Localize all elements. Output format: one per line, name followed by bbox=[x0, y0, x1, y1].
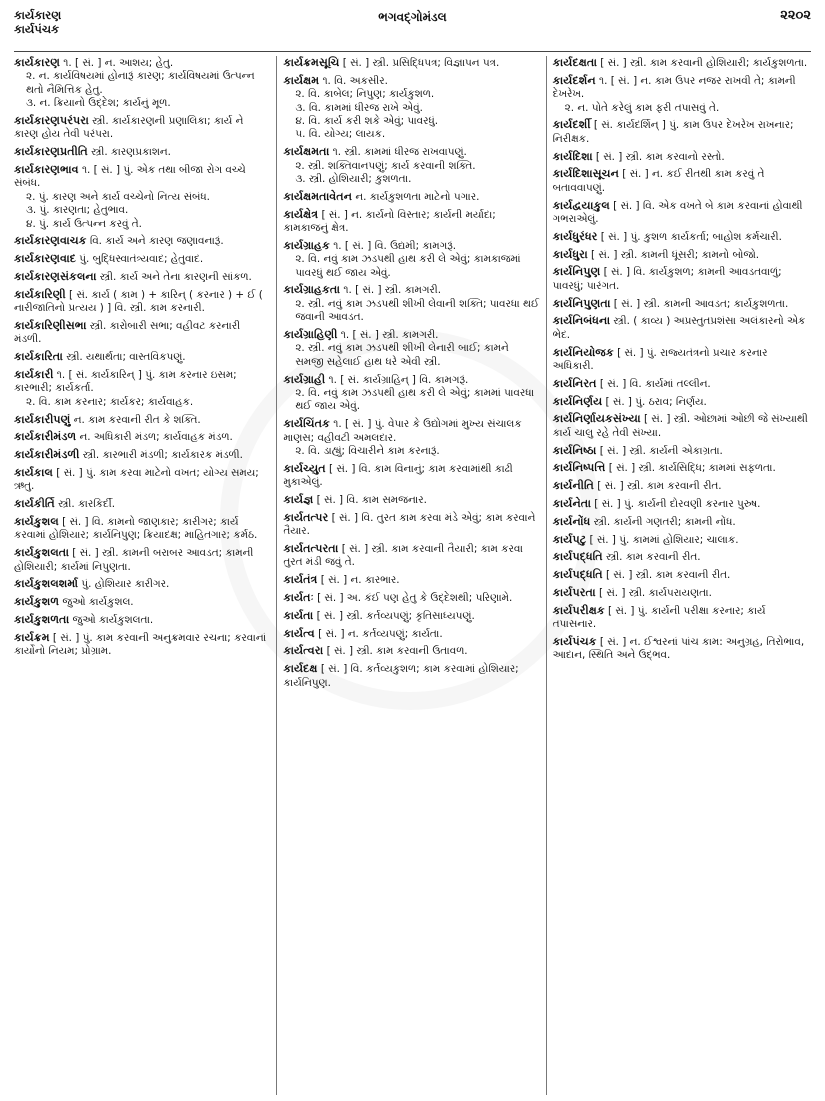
entry-definition: ૧. [ સં. કાર્યગ્રાહિન્ ] વિ. કામગરૂં. bbox=[325, 373, 469, 386]
entry-definition: [ સં. કાર્ય ( કામ ) + કારિન્ ( કરનાર ) + ઈ ( નારીજાતિનો પ્રત્યય ) ] વિ. સ્ત્રી. કામ કરનારી. bbox=[14, 288, 263, 315]
entry-definition: પું. બુદ્ધિસ્વાતંત્ર્યવાદ; હેતુવાદ. bbox=[75, 253, 204, 266]
entry-headword: કાર્યગ્રાહકતા bbox=[283, 283, 341, 297]
dictionary-entry bbox=[553, 150, 809, 164]
dictionary-entry bbox=[553, 635, 809, 663]
entry-headword: કાર્યદ્વયાકુલ bbox=[552, 198, 610, 212]
entry-definition: ૧. [ સં. ] સ્ત્રી. કામગરી. bbox=[337, 329, 439, 342]
entry-sense: ૨. પું. કારણ અને કાર્ય વચ્ચેનો નિત્ય સંબંધ. bbox=[26, 190, 210, 203]
entry-definition: ૧. [ સં. ] ન. આશય; હેતુ. bbox=[59, 57, 174, 69]
dictionary-entry bbox=[553, 56, 809, 70]
entry-definition: [ સં. ] અ. કંઈ પણ હેતુ કે ઉદ્દેશથી; પરિણામે. bbox=[313, 592, 513, 605]
dictionary-entry bbox=[283, 56, 539, 70]
dictionary-entry bbox=[283, 511, 539, 539]
entry-definition: ૧. [ સં. ] પું. એક તથા બીજા રોગ વચ્ચે સંબંધ. bbox=[14, 164, 246, 190]
entry-definition: ૧. [ સં. કાર્યકારિન્ ] પું. કામ કરનાર ઇસમ; કારભારી; કાર્યકર્તા. bbox=[14, 369, 237, 395]
entry-headword: કાર્યનિરત bbox=[552, 376, 597, 390]
entry-headword: કાર્યતત્પર bbox=[283, 510, 329, 524]
dictionary-entry bbox=[553, 461, 809, 475]
entry-headword: કાર્યધુરા bbox=[552, 247, 588, 261]
entry-headword: કાર્યનિયોજક bbox=[552, 345, 614, 359]
dictionary-entry bbox=[553, 568, 809, 582]
entry-headword: કાર્યકારણપરંપરા bbox=[14, 114, 89, 128]
entry-headword: કાર્યગ્રાહી bbox=[283, 372, 326, 386]
dictionary-entry bbox=[14, 368, 270, 409]
entry-sense: ૨. સ્ત્રી. નવું કામ ઝડપથી શીખી લેવાની શક્તિ; પાવરધા થઈ જવાની આવડત. bbox=[295, 297, 539, 324]
dictionary-entry bbox=[14, 631, 270, 659]
dictionary-entry bbox=[283, 493, 539, 507]
dictionary-entry bbox=[14, 413, 270, 427]
entry-definition: [ સં. ] વિ. કાર્યમાં તલ્લીન. bbox=[596, 377, 711, 390]
page-header bbox=[14, 8, 811, 36]
entry-headword: કાર્યકારિતા bbox=[14, 350, 63, 364]
column-1 bbox=[14, 56, 276, 1095]
entry-definition: [ સં. ] સ્ત્રી. કાર્યપરાયણતા. bbox=[595, 586, 712, 599]
entry-definition: [ સં. ] ન. કારભાર. bbox=[317, 574, 400, 587]
entry-headword: કાર્યકુશલતા bbox=[14, 546, 69, 560]
dictionary-entry bbox=[14, 234, 270, 248]
entry-definition: [ સં. ] પું. કાર્યની દોરવણી કરનાર પુરુષ. bbox=[590, 498, 761, 510]
entry-definition: [ સં. ] સ્ત્રી. કર્તવ્યપણું; કૃતિસાધ્યપણું. bbox=[313, 609, 475, 622]
dictionary-entry bbox=[553, 550, 809, 564]
dictionary-entry bbox=[283, 462, 539, 490]
dictionary-entry bbox=[14, 515, 270, 543]
column-2 bbox=[276, 56, 545, 1095]
dictionary-entry bbox=[553, 230, 809, 244]
dictionary-entry bbox=[283, 644, 539, 658]
entry-headword: કાર્યક્ષમતા bbox=[283, 145, 330, 159]
entry-definition: [ સં. ] ન. કર્તવ્યપણું; કાર્યતા. bbox=[314, 627, 443, 640]
dictionary-entry bbox=[14, 56, 270, 111]
entry-sense: ૨. વિ. કામ કરનાર; કાર્યકર; કાર્યવાહક. bbox=[26, 395, 194, 408]
entry-definition: [ સં. ] સ્ત્રી. કામ કરવાની તૈયારી; કામ કરવા તુરત મંડી જવું તે. bbox=[283, 543, 523, 569]
entry-headword: કાર્યદર્શી bbox=[552, 118, 591, 132]
entry-sense: ૨. વિ. નવું કામ ઝડપથી હાથ કરી લે એવું; કામમાં પાવરધા થઈ જાય એવું. bbox=[295, 387, 535, 413]
entry-definition: સ્ત્રી. કારભારી મંડળી; કાર્યકારક મંડળી. bbox=[79, 449, 243, 462]
dictionary-entry bbox=[14, 430, 270, 444]
entry-definition: [ સં. ] પું. કામ કરવા માટેનો વખત; યોગ્ય સમય; ઋતુ. bbox=[14, 467, 259, 493]
dictionary-entry bbox=[553, 167, 809, 195]
entry-definition: ૧. [ સં. ] વિ. ઉદ્યમી; કામગરૂં. bbox=[329, 239, 457, 252]
entry-definition: [ સં. ] પું. રાજ્યતંત્રનો પ્રચાર કરનાર અધિકારી. bbox=[552, 346, 768, 373]
entry-headword: કાર્યદક્ષતા bbox=[552, 56, 597, 69]
entry-headword: કાર્યદર્શન bbox=[552, 73, 596, 87]
entry-headword: કાર્યપરીક્ષક bbox=[552, 603, 605, 617]
entry-sense: ૪. પું. કાર્ય ઉત્પન્ન કરવું તે. bbox=[26, 217, 142, 230]
entry-definition: [ સં. ] ન. ઈશ્વરનાં પાંચ કામ: અનુગ્રહ, તિરોભાવ, આદાન, સ્થિતિ અને ઉદ્ભવ. bbox=[552, 635, 805, 662]
entry-definition: [ સં. કાર્યદર્શિન્ ] પું. કામ ઉપર દેખરેખ રાખનાર; નિરીક્ષક. bbox=[552, 119, 794, 145]
entry-definition: ૧. [ સં. ] પું. વેપાર કે ઉદ્યોગમાં મુખ્ય સંચાલક માણસ; વહીવટી અમલદાર. bbox=[283, 418, 522, 444]
entry-definition: [ સં. ] સ્ત્રી. કાર્યસિદ્ધિ; કામમાં સફળતા. bbox=[605, 462, 776, 475]
entry-definition: સ્ત્રી. કારોબારી સભા; વહીવટ કરનારી મંડળી. bbox=[14, 320, 241, 346]
entry-sense: ૨. ન. પોતે કરેલું કામ ફરી તપાસવું તે. bbox=[564, 101, 720, 114]
entry-headword: કાર્યનિપુણ bbox=[552, 265, 601, 279]
entry-headword: કાર્યપંચક bbox=[552, 634, 597, 648]
entry-definition: [ સં. ] પું. કાર્યની પરીક્ષા કરનાર; કાર્ય તપાસનાર. bbox=[552, 604, 766, 631]
entry-headword: કાર્યકારિણીસભા bbox=[14, 319, 87, 333]
entry-definition: [ સં. ] સ્ત્રી. કાર્યની એકાગ્રતા. bbox=[596, 444, 723, 457]
entry-headword: કાર્યનોંધ bbox=[552, 514, 591, 528]
entry-headword: કાર્યકુશલશર્મા bbox=[14, 577, 79, 591]
entry-sense: ૩. વિ. કામમાં ધીરજ રાખે એવું. bbox=[295, 101, 423, 114]
entry-definition: [ સં. ] પું. કુશળ કાર્યકર્તા; બાહોશ કર્મચારી. bbox=[597, 230, 782, 243]
entry-definition: [ સં. ] પું. ઠરાવ; નિર્ણય. bbox=[602, 395, 707, 408]
dictionary-entry bbox=[14, 595, 270, 609]
dictionary-entry bbox=[283, 373, 539, 414]
guide-word-last: કાર્યપંચક bbox=[14, 22, 60, 36]
entry-definition: જુઓ કાર્યકુશલતા. bbox=[69, 614, 154, 627]
entry-headword: કાર્યકારણવાચક bbox=[14, 234, 87, 248]
dictionary-entry bbox=[553, 74, 809, 115]
entry-definition: [ સં. ] સ્ત્રી. કામ કરવાની હોશિયારી; કાર્યકુશળતા. bbox=[597, 57, 808, 69]
entry-headword: કાર્યક્રમસૂચિ bbox=[283, 56, 340, 69]
dictionary-entry bbox=[283, 190, 539, 204]
entry-definition: ન. અધિકારી મંડળ; કાર્યવાહક મંડળ. bbox=[76, 431, 233, 444]
entry-definition: વિ. કાર્ય અને કારણ જણાવનારૂં. bbox=[86, 235, 224, 248]
entry-headword: કાર્યકારણભાવ bbox=[14, 163, 79, 177]
entry-definition: સ્ત્રી. કાર્યકારણની પ્રણાલિકા; કાર્ય ને કારણ હોય તેવી પરંપરા. bbox=[14, 115, 244, 141]
entry-definition: સ્ત્રી. કારકિર્દી. bbox=[54, 498, 115, 511]
entry-headword: કાર્યત્વ bbox=[283, 626, 315, 640]
entry-headword: કાર્યકારી bbox=[14, 368, 54, 382]
entry-definition: [ સં. ] સ્ત્રી. કામ કરવાની રીત. bbox=[593, 480, 722, 493]
entry-sense: ૨. વિ. કાબેલ; નિપુણ; કાર્યકુશળ. bbox=[295, 88, 435, 101]
dictionary-entry bbox=[553, 533, 809, 547]
entry-headword: કાર્યપદ્ધતિ bbox=[552, 568, 603, 582]
guide-word-first: કાર્યકારણ bbox=[14, 8, 62, 22]
dictionary-entry bbox=[553, 297, 809, 311]
entry-sense: ૩. સ્ત્રી. હોશિયારી; કુશળતા. bbox=[295, 173, 412, 186]
entry-definition: ૧. વિ. અકસીર. bbox=[319, 74, 388, 87]
entry-definition: [ સં. ] સ્ત્રી. કામની આવડત; કાર્યકુશળતા. bbox=[610, 297, 789, 310]
dictionary-entry bbox=[283, 573, 539, 587]
dictionary-entry bbox=[553, 377, 809, 391]
entry-headword: કાર્યનીતિ bbox=[552, 479, 594, 493]
entry-headword: કાર્યકારીપણું bbox=[14, 412, 71, 426]
dictionary-entry bbox=[283, 208, 539, 236]
dictionary-entry bbox=[553, 604, 809, 632]
columns bbox=[14, 56, 815, 1095]
dictionary-entry bbox=[553, 395, 809, 409]
dictionary-entry bbox=[14, 466, 270, 494]
entry-headword: કાર્યત્વરા bbox=[283, 644, 324, 658]
entry-definition: [ સં. ] સ્ત્રી. પ્રસિદ્ધિપત્ર; વિજ્ઞાપન પત્ર. bbox=[339, 57, 500, 69]
entry-headword: કાર્યનિર્ણાયકસંખ્યા bbox=[552, 412, 641, 426]
entry-headword: કાર્યતા bbox=[283, 608, 314, 622]
entry-headword: કાર્યકારીમંડળી bbox=[14, 448, 80, 462]
entry-definition: [ સં. ] ન. કાર્યનો વિસ્તાર; કાર્યની મર્યાદા; કામકાજનું ક્ષેત્ર. bbox=[283, 208, 496, 235]
entry-definition: સ્ત્રી. કાર્ય અને તેના કારણની સાંકળ. bbox=[96, 271, 252, 284]
dictionary-entry bbox=[553, 314, 809, 342]
entry-sense: ૨. વિ. ડાહ્યું; વિચારીને કામ કરનારૂં. bbox=[295, 445, 440, 458]
header-rule bbox=[14, 51, 811, 52]
dictionary-entry bbox=[283, 283, 539, 324]
dictionary-entry bbox=[14, 288, 270, 316]
entry-headword: કાર્યક્ષમ bbox=[283, 73, 320, 87]
entry-headword: કાર્યકારિણી bbox=[14, 287, 66, 301]
dictionary-entry bbox=[14, 497, 270, 511]
entry-definition: [ સં. ] પું. કામ કરવાની અનુક્રમવાર રચના; કરવાનાં કાર્યોનો નિયમ; પ્રોગ્રામ. bbox=[14, 631, 267, 658]
entry-headword: કાર્યનિષ્ઠા bbox=[552, 443, 597, 457]
entry-sense: ૨. વિ. નવું કામ ઝડપથી હાથ કરી લે એવું; કામકાજમાં પાવરધું થઈ જાય એવું. bbox=[295, 253, 521, 279]
entry-definition: ૧. સ્ત્રી. કામમાં ધીરજ રાખવાપણું. bbox=[329, 146, 467, 159]
entry-headword: કાર્યનેતા bbox=[552, 497, 591, 510]
entry-definition: [ સં. ] સ્ત્રી. કામની બરાબર આવડત; કામની હોશિયારી; કાર્યમાં નિપુણતા. bbox=[14, 547, 254, 573]
entry-definition: જુઓ કાર્યકુશલ. bbox=[59, 596, 134, 609]
entry-sense: ૫. વિ. યોગ્ય; લાયક. bbox=[295, 128, 386, 141]
dictionary-entry bbox=[283, 239, 539, 280]
entry-headword: કાર્યદિશા bbox=[552, 149, 593, 163]
entry-headword: કાર્યક્રમ bbox=[14, 630, 50, 644]
entry-sense: ૨. ન. કાર્યવિષયમાં હોનારૂં કારણ; કાર્યવિષયમાં ઉત્પન્ન થતો નૈમિત્તિક હેતુ. bbox=[26, 70, 255, 96]
dictionary-entry bbox=[553, 248, 809, 262]
entry-sense: ૨. સ્ત્રી. નવું કામ ઝડપથી શીખી લેનારી બાઈ; કામને સમજી સહેલાઈ હાથ ધરે એવી સ્ત્રી. bbox=[295, 342, 509, 368]
entry-definition: પું. હોશિયાર કારીગર. bbox=[78, 578, 170, 591]
entry-definition: સ્ત્રી. કાર્યની ગણતરી; કામની નોંધ. bbox=[590, 515, 736, 528]
dictionary-entry bbox=[14, 350, 270, 364]
dictionary-entry bbox=[283, 591, 539, 605]
column-3 bbox=[546, 56, 815, 1095]
entry-headword: કાર્યતઃ bbox=[283, 591, 314, 605]
entry-definition: [ સં. ] પું. કામમાં હોશિયાર; ચાલાક. bbox=[586, 533, 739, 546]
entry-definition: સ્ત્રી. કારણપ્રકાશન. bbox=[87, 146, 171, 159]
entry-headword: કાર્યતંત્ર bbox=[283, 573, 318, 587]
dictionary-entry bbox=[553, 515, 809, 529]
entry-headword: કાર્યક્ષેત્ર bbox=[283, 207, 319, 221]
page-number: ૨૨૦૨ bbox=[780, 8, 811, 23]
dictionary-entry bbox=[14, 163, 270, 231]
dictionary-entry bbox=[553, 346, 809, 374]
dictionary-entry bbox=[14, 448, 270, 462]
entry-headword: કાર્યચિંતક bbox=[283, 417, 330, 431]
entry-definition: [ સં. ] વિ. કર્તવ્યકુશળ; કામ કરવામાં હોશિયાર; કાર્યનિપુણ. bbox=[283, 663, 519, 689]
entry-headword: કાર્યપરતા bbox=[552, 585, 596, 599]
dictionary-entry bbox=[283, 542, 539, 570]
entry-headword: કાર્યકારણવાદ bbox=[14, 252, 76, 266]
entry-definition: [ સં. ] સ્ત્રી. કામ કરવાનો રસ્તો. bbox=[592, 150, 725, 163]
entry-definition: [ સં. ] વિ. કાર્યકુશળ; કામની આવડતવાળું; પાવરધું; પારંગત. bbox=[552, 266, 782, 292]
entry-headword: કાર્યકારીમંડળ bbox=[14, 430, 77, 444]
entry-headword: કાર્યકાલ bbox=[14, 466, 53, 480]
entry-headword: કાર્યનિપુણતા bbox=[552, 296, 611, 310]
dictionary-entry bbox=[553, 199, 809, 227]
entry-definition: [ સં. ] સ્ત્રી. કામ કરવાની રીત. bbox=[602, 569, 731, 582]
entry-definition: સ્ત્રી. કામ કરવાની રીત. bbox=[602, 551, 701, 564]
dictionary-entry bbox=[14, 546, 270, 574]
dictionary-entry bbox=[283, 74, 539, 142]
dictionary-entry bbox=[283, 627, 539, 641]
dictionary-entry bbox=[553, 412, 809, 440]
page-title: ભગવદ્ગોમંડલ bbox=[378, 10, 447, 24]
entry-headword: કાર્યદક્ષ bbox=[283, 662, 318, 676]
entry-headword: કાર્યજ્ઞ bbox=[283, 493, 314, 507]
entry-headword: કાર્યક્ષમતાવેતન bbox=[283, 189, 353, 203]
entry-definition: [ સં. ] વિ. કામ સમજનાર. bbox=[313, 494, 427, 507]
entry-sense: ૩. પું. કારણતા; હેતુભાવ. bbox=[26, 204, 129, 217]
entry-definition: ન. કામ કરવાની રીત કે શક્તિ. bbox=[70, 413, 201, 426]
entry-sense: ૨. સ્ત્રી. શક્તિવાનપણું; કાર્ય કરવાની શક્તિ. bbox=[295, 159, 476, 172]
entry-definition: [ સં. ] સ્ત્રી. કામની ધૂંસરી; કામનો બોજો. bbox=[587, 248, 760, 261]
entry-headword: કાર્યધુરંધર bbox=[552, 229, 598, 243]
entry-definition: [ સં. ] વિ. કામનો જાણકાર; કારીગર; કાર્ય કરવામાં હોશિયાર; કાર્યનિપુણ; ક્રિયાદક્ષ; માહિતગાર; કર્મઠ. bbox=[14, 516, 258, 542]
entry-definition: [ સં. ] વિ. તુરત કામ કરવા મંડે એવું; કામ કરવાને તૈયાર. bbox=[283, 511, 536, 538]
entry-definition: ૧. [ સં. ] ન. કામ ઉપર નજર રાખવી તે; કામની દેખરેખ. bbox=[552, 74, 796, 101]
entry-headword: કાર્યકારણપ્રતીતિ bbox=[14, 145, 88, 159]
dictionary-entry bbox=[14, 252, 270, 266]
entry-headword: કાર્યકારણ bbox=[14, 56, 60, 69]
entry-headword: કાર્યકુશળતા bbox=[14, 613, 70, 627]
entry-definition: સ્ત્રી. ( કાવ્ય ) અપ્રસ્તુતપ્રશંસા અલંકારનો એક ભેદ. bbox=[552, 315, 806, 341]
entry-headword: કાર્યનિબંધના bbox=[552, 314, 611, 328]
dictionary-entry bbox=[14, 319, 270, 347]
dictionary-entry bbox=[553, 479, 809, 493]
dictionary-entry bbox=[553, 444, 809, 458]
dictionary-entry bbox=[283, 145, 539, 186]
entry-sense: ૩. ન. ક્રિયાનો ઉદ્દેશ; કાર્યનું મૂળ. bbox=[26, 97, 171, 110]
entry-headword: કાર્યપટુ bbox=[552, 532, 587, 546]
entry-definition: [ સં. ] વિ. એક વખતે બે કામ કરવાનાં હોવાથી ગભરાએલું. bbox=[552, 199, 803, 226]
dictionary-entry bbox=[283, 417, 539, 458]
dictionary-entry bbox=[283, 328, 539, 369]
dictionary-entry bbox=[14, 145, 270, 159]
dictionary-entry bbox=[14, 114, 270, 142]
entry-definition: [ સં. ] ન. કઈ રીતથી કામ કરવું તે બતાવવાપણું. bbox=[552, 168, 765, 194]
entry-headword: કાર્યકારણસંકલના bbox=[14, 270, 97, 284]
entry-definition: ૧. [ સં. ] સ્ત્રી. કામગરી. bbox=[340, 284, 442, 297]
entry-headword: કાર્યગ્રાહિણી bbox=[283, 328, 338, 342]
entry-headword: કાર્યકુશળ bbox=[14, 595, 60, 609]
dictionary-entry bbox=[553, 497, 809, 511]
entry-headword: કાર્યપદ્ધતિ bbox=[552, 550, 603, 564]
entry-definition: ન. કાર્યકુશળતા માટેનો પગાર. bbox=[352, 190, 480, 203]
dictionary-entry bbox=[283, 609, 539, 623]
entry-headword: કાર્યતત્પરતા bbox=[283, 542, 339, 556]
entry-definition: સ્ત્રી. યથાર્થતા; વાસ્તવિકપણું. bbox=[62, 351, 186, 364]
dictionary-entry bbox=[14, 613, 270, 627]
dictionary-entry bbox=[553, 586, 809, 600]
dictionary-entry bbox=[553, 118, 809, 146]
dictionary-entry bbox=[553, 265, 809, 293]
dictionary-entry bbox=[283, 662, 539, 690]
entry-definition: [ સં. ] સ્ત્રી. કામ કરવાની ઉતાવળ. bbox=[323, 645, 468, 658]
entry-headword: કાર્યદિશાસૂચન bbox=[552, 167, 619, 181]
entry-headword: કાર્યચ્યુત bbox=[283, 461, 326, 475]
dictionary-entry bbox=[14, 270, 270, 284]
entry-sense: ૪. વિ. કાર્ય કરી શકે એવું; પાવરધું. bbox=[295, 115, 439, 128]
entry-headword: કાર્યગ્રાહક bbox=[283, 238, 330, 252]
entry-definition: [ સં. ] સ્ત્રી. ઓછામાં ઓછી જે સંખ્યાથી કાર્ય ચાલુ રહે તેવી સંખ્યા. bbox=[552, 413, 808, 439]
entry-headword: કાર્યકુશલ bbox=[14, 515, 59, 529]
entry-headword: કાર્યકીર્તિ bbox=[14, 497, 55, 511]
dictionary-entry bbox=[14, 577, 270, 591]
entry-definition: [ સં. ] વિ. કામ વિનાનું; કામ કરવામાંથી કાઢી મુકાએલું. bbox=[283, 462, 513, 489]
entry-headword: કાર્યનિષ્પત્તિ bbox=[552, 461, 606, 475]
entry-headword: કાર્યનિર્ણય bbox=[552, 394, 603, 408]
